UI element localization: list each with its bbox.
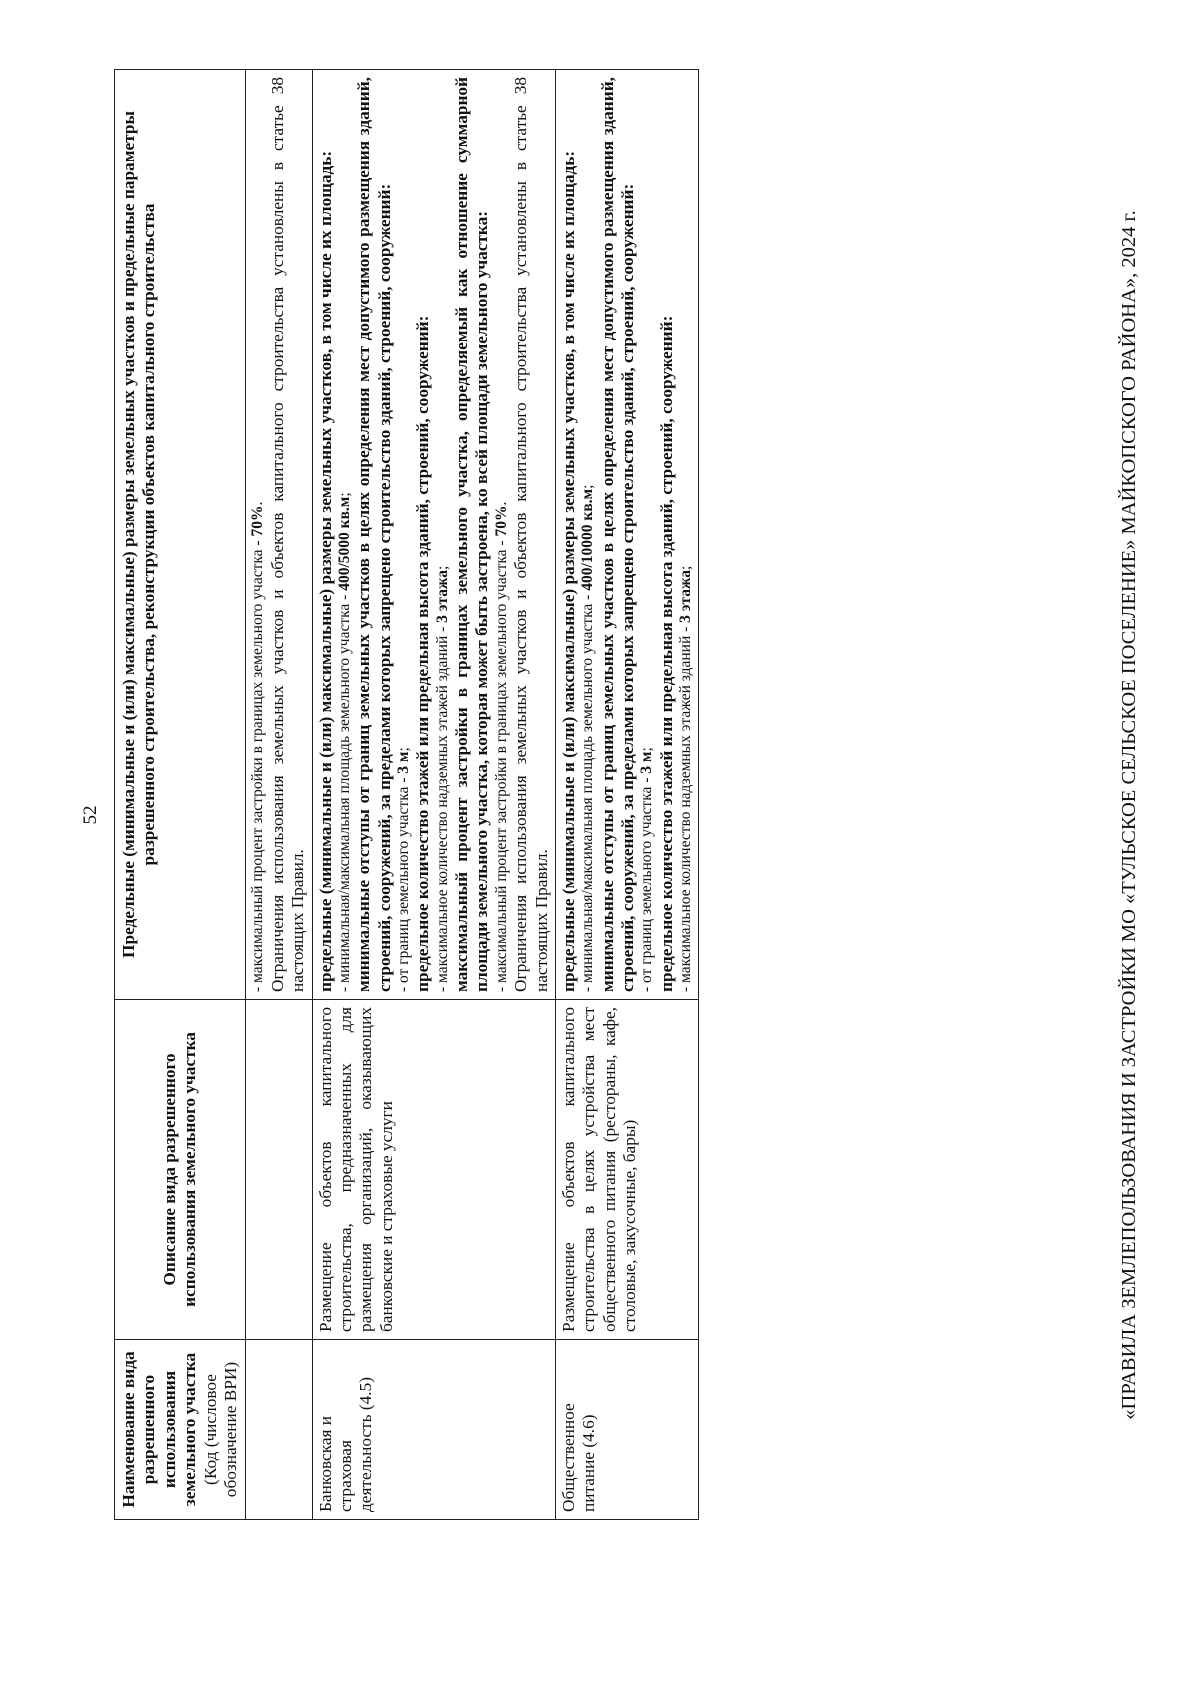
food-parameters [555, 70, 698, 1000]
banking-name: Банковская и страховая деятельность (4.5) [312, 1340, 555, 1520]
banking-area: - минимальная/максимальная площадь земельного участка - 400/5000 кв.м; [335, 492, 353, 992]
document-footer: «ПРАВИЛА ЗЕМЛЕПОЛЬЗОВАНИЯ И ЗАСТРОЙКИ МО «ТУЛЬСКОЕ СЕЛЬСКОЕ ПОСЕЛЕНИЕ» МАЙКОПСКОГО РАЙОНА», 2024 г. [1118, 210, 1140, 1420]
banking-restrictions: Ограничения использования земельных участков и объектов капитального строительства установлены в статье 38 настоящих Правил. [511, 77, 551, 992]
food-floors-heading: предельное количество этажей или предельная высота зданий, строений, сооружений: [656, 315, 676, 992]
banking-floors: - максимальное количество надземных этажей зданий - 3 этажа; [433, 565, 451, 992]
banking-parameters [312, 70, 555, 1000]
continuation-build-percent: - максимальный процент застройки в границах земельного участка - 70%. [249, 501, 267, 992]
table-row-continuation [246, 70, 312, 1520]
food-description: Размещение объектов капитального строительства в целях устройства мест общественного питания (рестораны, кафе, столовые, закусочные, бары) [555, 1000, 698, 1340]
page-number: 52 [80, 805, 101, 825]
food-area: - минимальная/максимальная площадь земельного участка - 400/10000 кв.м; [579, 484, 597, 992]
cell-empty-description [246, 1000, 312, 1340]
banking-setback-heading: минимальные отступы от границ земельных участков в целях определения мест допустимого размещения зданий, строений, сооружений, за пределами которых запрещено строительство зданий, строений, сооружений: [354, 77, 394, 992]
banking-setback: - от границ земельного участка - 3 м; [395, 747, 413, 992]
food-size-heading: предельные (минимальные и (или) максимальные) размеры земельных участков, в том числе их площадь: [558, 150, 578, 992]
banking-description: Размещение объектов капитального строительства, предназначенных для размещения организаций, оказывающих банковские и страховые услуги [312, 1000, 555, 1340]
banking-floors-heading: предельное количество этажей или предельная высота зданий, строений, сооружений: [413, 315, 433, 992]
header-description: Описание вида разрешенного использования земельного участка [115, 1000, 246, 1340]
cell-empty-name [246, 1340, 312, 1520]
table-row-banking [312, 70, 555, 1520]
table-header-row [115, 70, 246, 1520]
continuation-restrictions: Ограничения использования земельных участков и объектов капитального строительства установлены в статье 38 настоящих Правил. [267, 77, 308, 992]
food-floors: - максимальное количество надземных этажей зданий - 3 этажа; [677, 565, 695, 992]
header-name-code: (Код (числовое обозначение ВРИ) [200, 1361, 241, 1498]
rotated-page [70, 70, 1160, 1560]
table-row-food [555, 70, 698, 1520]
banking-coverage-heading: максимальный процент застройки в границах земельного участка, определяемый как отношение суммарной площади земельного участка, которая может быть застроена, ко всей площади земельного участка: [452, 77, 492, 992]
food-name: Общественное питание (4.6) [555, 1340, 698, 1520]
banking-coverage: - максимальный процент застройки в границах земельного участка - 70%. [492, 501, 510, 992]
food-setback-heading: минимальные отступы от границ земельных участков в целях определения мест допустимого размещения зданий, строений, сооружений, за пределами которых запрещено строительство зданий, строений, сооружений: [597, 77, 637, 992]
header-name-main: Наименование вида разрешенного использования земельного участка [119, 1351, 200, 1508]
regulations-table [114, 69, 699, 1520]
cell-continuation-parameters [246, 70, 312, 1000]
header-parameters: Предельные (минимальные и (или) максимальные) размеры земельных участков и предельные параметры разрешенного строительства, реконструкции объектов капитального строительства [115, 70, 246, 1000]
header-name [115, 1340, 246, 1520]
banking-size-heading: предельные (минимальные и (или) максимальные) размеры земельных участков, в том числе их площадь: [315, 150, 335, 992]
food-setback: - от границ земельного участка - 3 м; [638, 747, 656, 992]
